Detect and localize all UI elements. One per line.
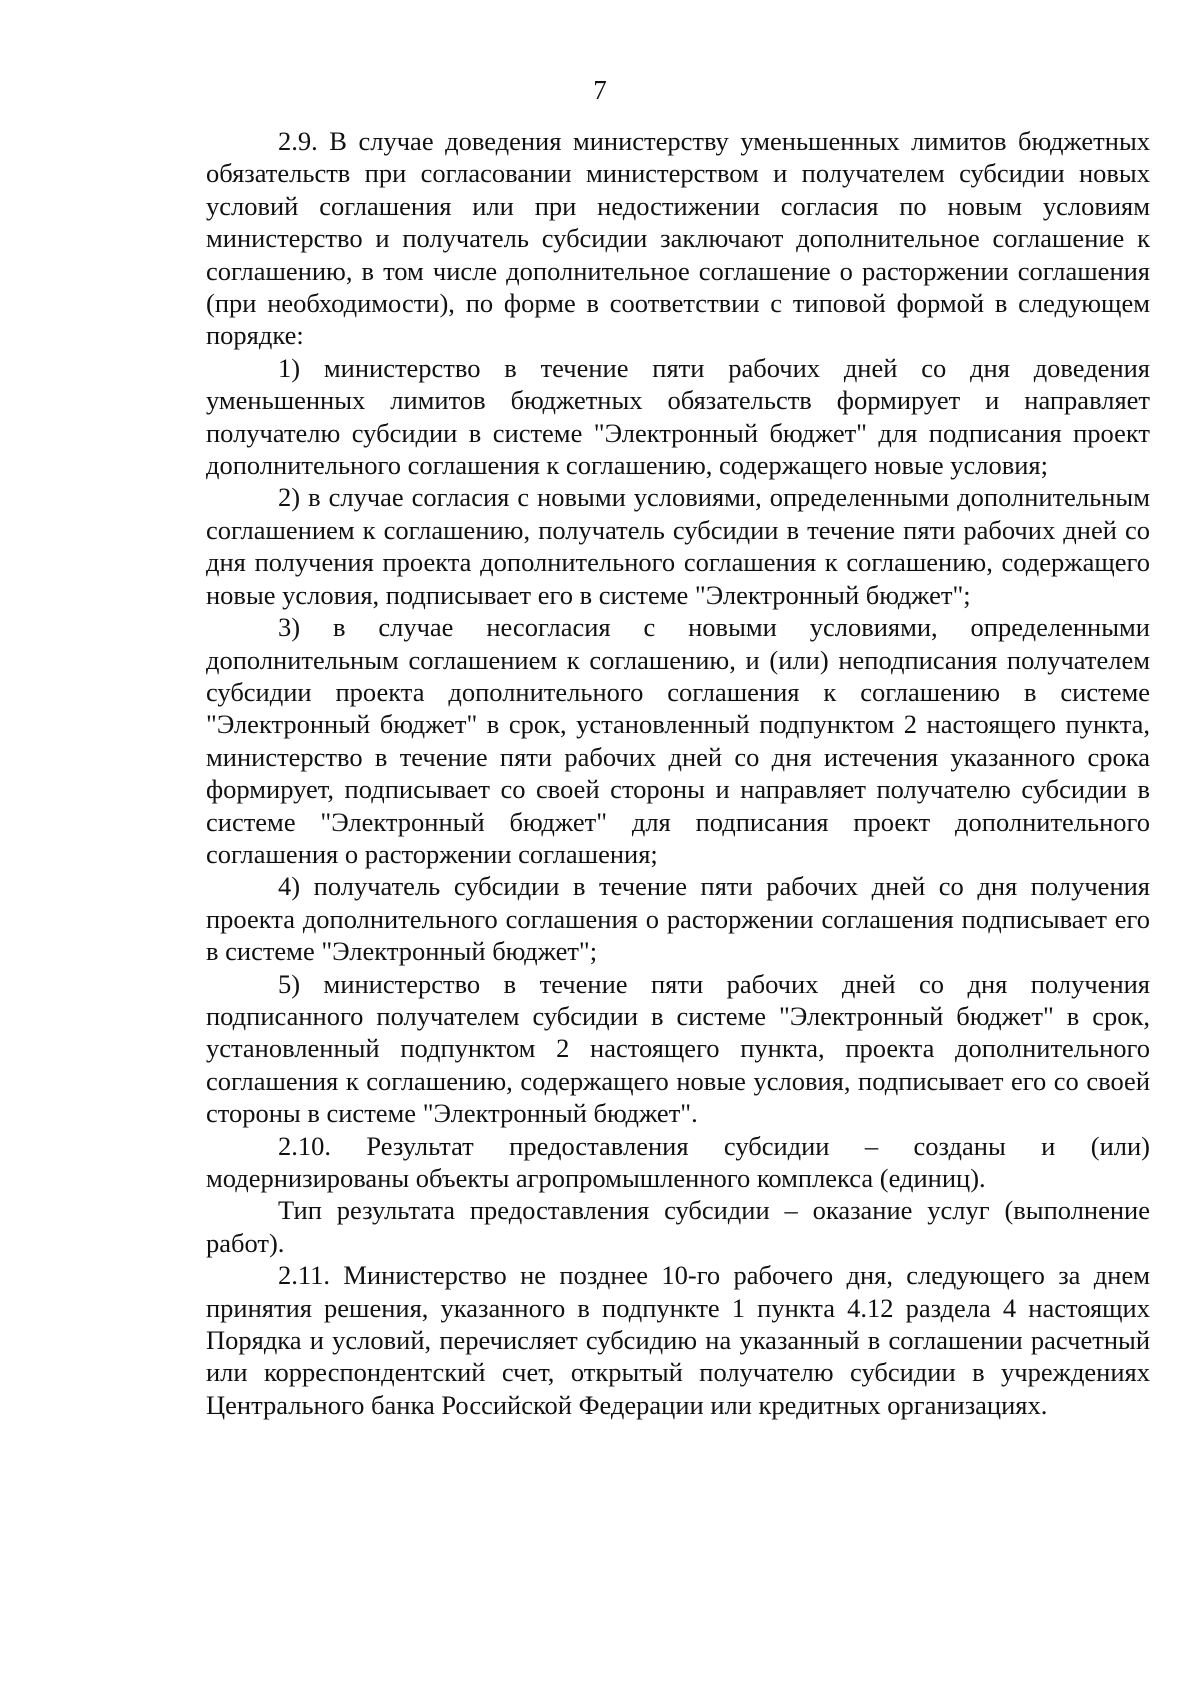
paragraph-2-9-item-5: 5) министерство в течение пяти рабочих дней со дня получения подписанного получателем субсидии в системе "Электронный бюджет" в срок, установленный подпунктом 2 настоящего пункта, проекта дополнительного соглашения к соглашению, содержащего новые условия, подписывает его со своей стороны в системе "Электронный бюджет". (206, 968, 1150, 1129)
paragraph-2-9-item-2: 2) в случае согласия с новыми условиями, определенными дополнительным соглашением к соглашению, получатель субсидии в течение пяти рабочих дней со дня получения проекта дополнительного соглашения к соглашению, содержащего новые условия, подписывает его в системе "Электронный бюджет"; (206, 482, 1150, 610)
page-number: 7 (593, 75, 607, 105)
paragraph-2-9-item-4: 4) получатель субсидии в течение пяти рабочих дней со дня получения проекта дополнительного соглашения о расторжении соглашения подписывает его в системе "Электронный бюджет"; (206, 871, 1150, 967)
document-body (206, 125, 1150, 1421)
paragraph-result-type: Тип результата предоставления субсидии – оказание услуг (выполнение работ). (206, 1195, 1150, 1258)
paragraph-2-9-item-1: 1) министерство в течение пяти рабочих дней со дня доведения уменьшенных лимитов бюджетных обязательств формирует и направляет получателю субсидии в системе "Электронный бюджет" для подписания проект дополнительного соглашения к соглашению, содержащего новые условия; (206, 352, 1150, 481)
paragraph-2-9-item-3: 3) в случае несогласия с новыми условиями, определенными дополнительным соглашением к соглашению, и (или) неподписания получателем субсидии проекта дополнительного соглашения к соглашению в системе "Электронный бюджет" в срок, установленный подпунктом 2 настоящего пункта, министерство в течение пяти рабочих дней со дня истечения указанного срока формирует, подписывает со своей стороны и направляет получателю субсидии в системе "Электронный бюджет" для подписания проект дополнительного соглашения о расторжении соглашения; (206, 612, 1150, 869)
paragraph-2-9: 2.9. В случае доведения министерству уменьшенных лимитов бюджетных обязательств при согласовании министерством и получателем субсидии новых условий соглашения или при недостижении согласия по новым условиям министерство и получатель субсидии заключают дополнительное соглашение к соглашению, в том числе дополнительное соглашение о расторжении соглашения (при необходимости), по форме в соответствии с типовой формой в следующем порядке: (206, 126, 1150, 351)
paragraph-2-11: 2.11. Министерство не позднее 10-го рабочего дня, следующего за днем принятия решения, указанного в подпункте 1 пункта 4.12 раздела 4 настоящих Порядка и условий, перечисляет субсидию на указанный в соглашении расчетный или корреспондентский счет, открытый получателю субсидии в учреждениях Центрального банка Российской Федерации или кредитных организациях. (206, 1260, 1150, 1420)
paragraph-2-10: 2.10. Результат предоставления субсидии – созданы и (или) модернизированы объекты агропромышленного комплекса (единиц). (206, 1130, 1150, 1193)
